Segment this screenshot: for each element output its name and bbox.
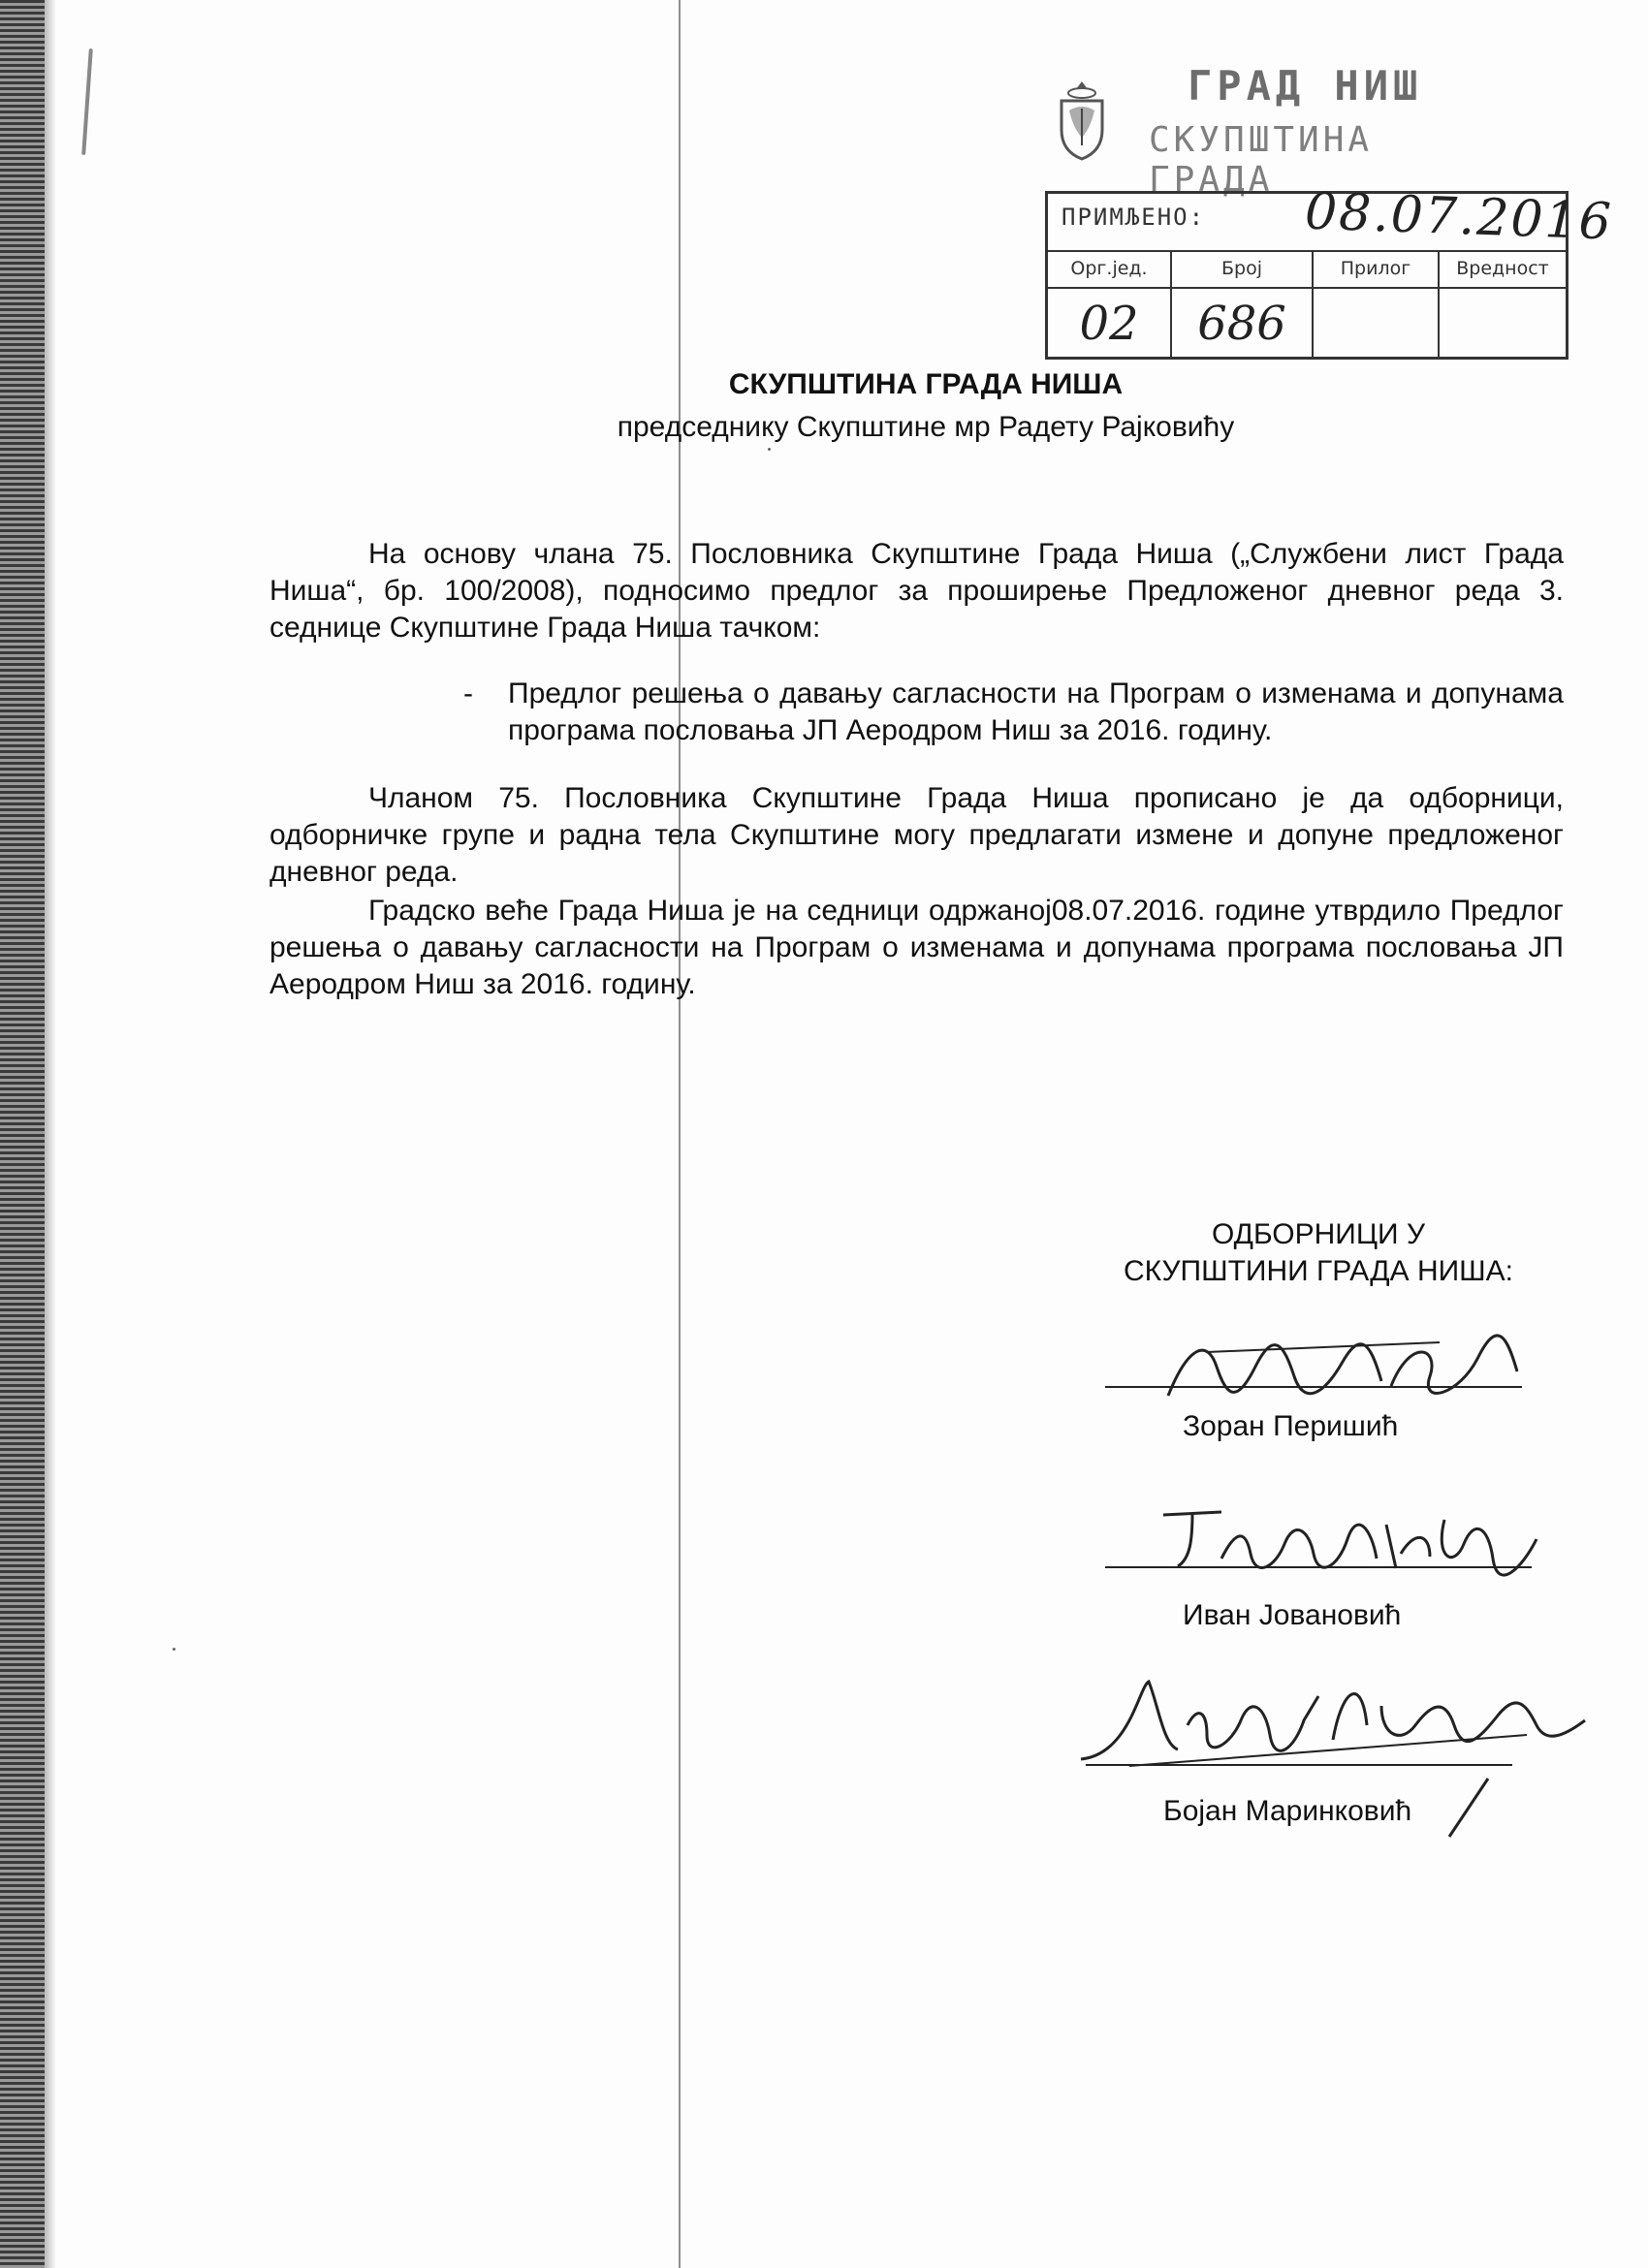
stamp-col-value-field xyxy=(1440,250,1566,359)
stamp-col-head: Вредност xyxy=(1440,250,1566,289)
stamp-columns xyxy=(1048,250,1566,359)
scan-edge-shadow xyxy=(45,0,56,2268)
signature-1-handwritten xyxy=(1149,1328,1537,1415)
stamp-col-value xyxy=(1440,289,1566,359)
stamp-received-date: 08.07.2016 xyxy=(1304,182,1614,252)
stamp-col-value: 02 xyxy=(1079,297,1139,351)
recipient-title: СКУПШТИНА ГРАДА НИША xyxy=(728,368,1124,400)
stamp-col-org-unit xyxy=(1048,250,1172,359)
signatories-heading xyxy=(1047,1216,1590,1290)
stamp-col-value xyxy=(1314,289,1438,359)
recipient-subtitle: председнику Скупштине мр Радету Рајковићу xyxy=(617,411,1235,443)
signatories-heading-line-2: СКУПШТИНИ ГРАДА НИША: xyxy=(1123,1255,1514,1287)
signature-3-tail-stroke xyxy=(1444,1774,1493,1842)
signature-3-line xyxy=(1086,1764,1512,1766)
registry-stamp-header xyxy=(1052,60,1517,200)
signer-1-name: Зоран Перишић xyxy=(1183,1410,1399,1442)
stamp-received-label: ПРИМЉЕНО: xyxy=(1062,204,1206,231)
bullet-text: Предлог решења о давању сагласности на Програм о изменама и допунама програма пословања ЈП Аеродром Ниш за 2016. годину. xyxy=(508,677,1564,746)
scan-speck xyxy=(768,448,771,451)
signature-2-line xyxy=(1105,1566,1532,1568)
stamp-col-number xyxy=(1172,250,1314,359)
stamp-city: ГРАД НИШ xyxy=(1188,62,1423,110)
signer-3-name: Бојан Маринковић xyxy=(1163,1795,1412,1827)
stamp-col-head: Број xyxy=(1172,250,1312,289)
stamp-assembly: СКУПШТИНА ГРАДА xyxy=(1149,120,1374,200)
coat-of-arms-icon xyxy=(1052,78,1112,163)
stamp-received-row xyxy=(1048,182,1614,252)
stamp-col-value: 686 xyxy=(1197,297,1286,351)
bullet-dash: - xyxy=(463,677,473,709)
registry-stamp-box xyxy=(1045,182,1614,360)
signature-3-handwritten xyxy=(1071,1667,1595,1783)
body-paragraph-2: Чланом 75. Пословника Скупштине Града Ниша прописано је да одборници, одборничке групе и радна тела Скупштине могу предлагати измене и допуне предложеног дневног реда. xyxy=(269,782,1564,888)
signatories-heading-line-1: ОДБОРНИЦИ У xyxy=(1211,1218,1426,1250)
stamp-col-head: Орг.јед. xyxy=(1048,250,1170,289)
signature-1-line xyxy=(1105,1386,1522,1388)
stamp-col-attachment xyxy=(1314,250,1440,359)
proposal-bullet xyxy=(463,676,1564,749)
pencil-mark xyxy=(81,48,93,155)
page-fold-line xyxy=(679,0,681,2268)
body-paragraph-3: Градско веће Града Ниша је на седници одржаној08.07.2016. године утврдило Предлог решења о давању сагласности на Програм о изменама и допунама програма пословања ЈП Аеродром Ниш за 2016. годину. xyxy=(269,895,1564,1000)
scan-speck xyxy=(173,1648,175,1651)
signer-2-name: Иван Јовановић xyxy=(1183,1599,1402,1631)
scan-binding-edge xyxy=(0,0,45,2268)
body-paragraph-1: На основу члана 75. Пословника Скупштине Града Ниша („Службени лист Града Ниша“, бр. 100/2008), подносимо предлог за проширење Предложеног дневног реда 3. седнице Скупштине Града Ниша тачком: xyxy=(269,538,1564,644)
stamp-col-head: Прилог xyxy=(1314,250,1438,289)
